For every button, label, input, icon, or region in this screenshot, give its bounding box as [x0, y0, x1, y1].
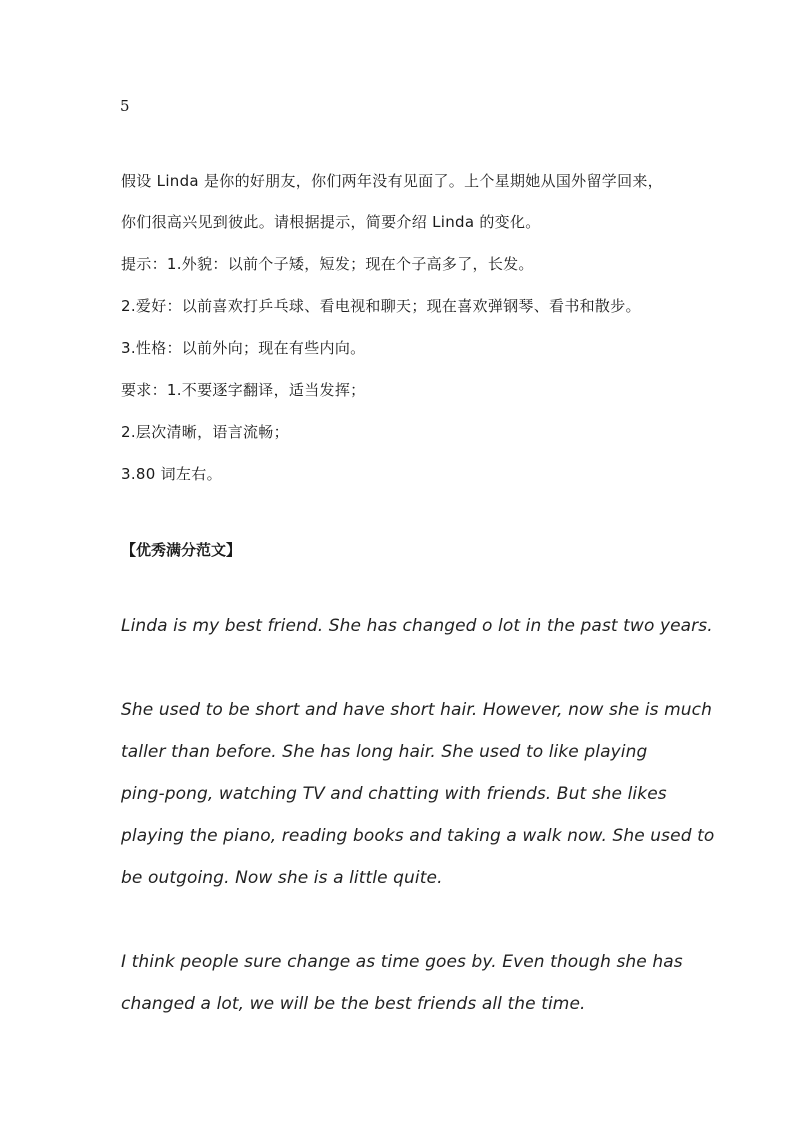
hint-line: 3.性格：以前外向；现在有些内向。: [121, 339, 366, 357]
prompt-line: 你们很高兴见到彼此。请根据提示，简要介绍 Linda 的变化。: [121, 213, 541, 231]
prompt-line: 假设 Linda 是你的好朋友，你们两年没有见面了。上个星期她从国外留学回来，: [121, 172, 663, 190]
essay-line: taller than before. She has long hair. She used to like playing: [121, 742, 648, 762]
hint-line: 2.爱好：以前喜欢打乒乓球、看电视和聊天；现在喜欢弹钢琴、看书和散步。: [121, 297, 641, 315]
essay-line: changed a lot, we will be the best friends all the time.: [121, 994, 586, 1014]
essay-line: be outgoing. Now she is a little quite.: [121, 868, 443, 888]
section-heading: 【优秀满分范文】: [121, 541, 242, 559]
requirement-line: 3.80 词左右。: [121, 465, 222, 483]
essay-line: Linda is my best friend. She has changed o lot in the past two years.: [121, 616, 713, 636]
requirement-line: 要求：1.不要逐字翻译，适当发挥；: [121, 381, 366, 399]
essay-line: She used to be short and have short hair. However, now she is much: [121, 700, 712, 720]
hint-line: 提示：1.外貌：以前个子矮，短发；现在个子高多了，长发。: [121, 255, 534, 273]
requirement-line: 2.层次清晰，语言流畅；: [121, 423, 289, 441]
essay-line: playing the piano, reading books and taking a walk now. She used to: [121, 826, 715, 846]
page-number: 5: [120, 97, 130, 115]
essay-line: ping-pong, watching TV and chatting with friends. But she likes: [121, 784, 667, 804]
essay-line: I think people sure change as time goes by. Even though she has: [121, 952, 683, 972]
